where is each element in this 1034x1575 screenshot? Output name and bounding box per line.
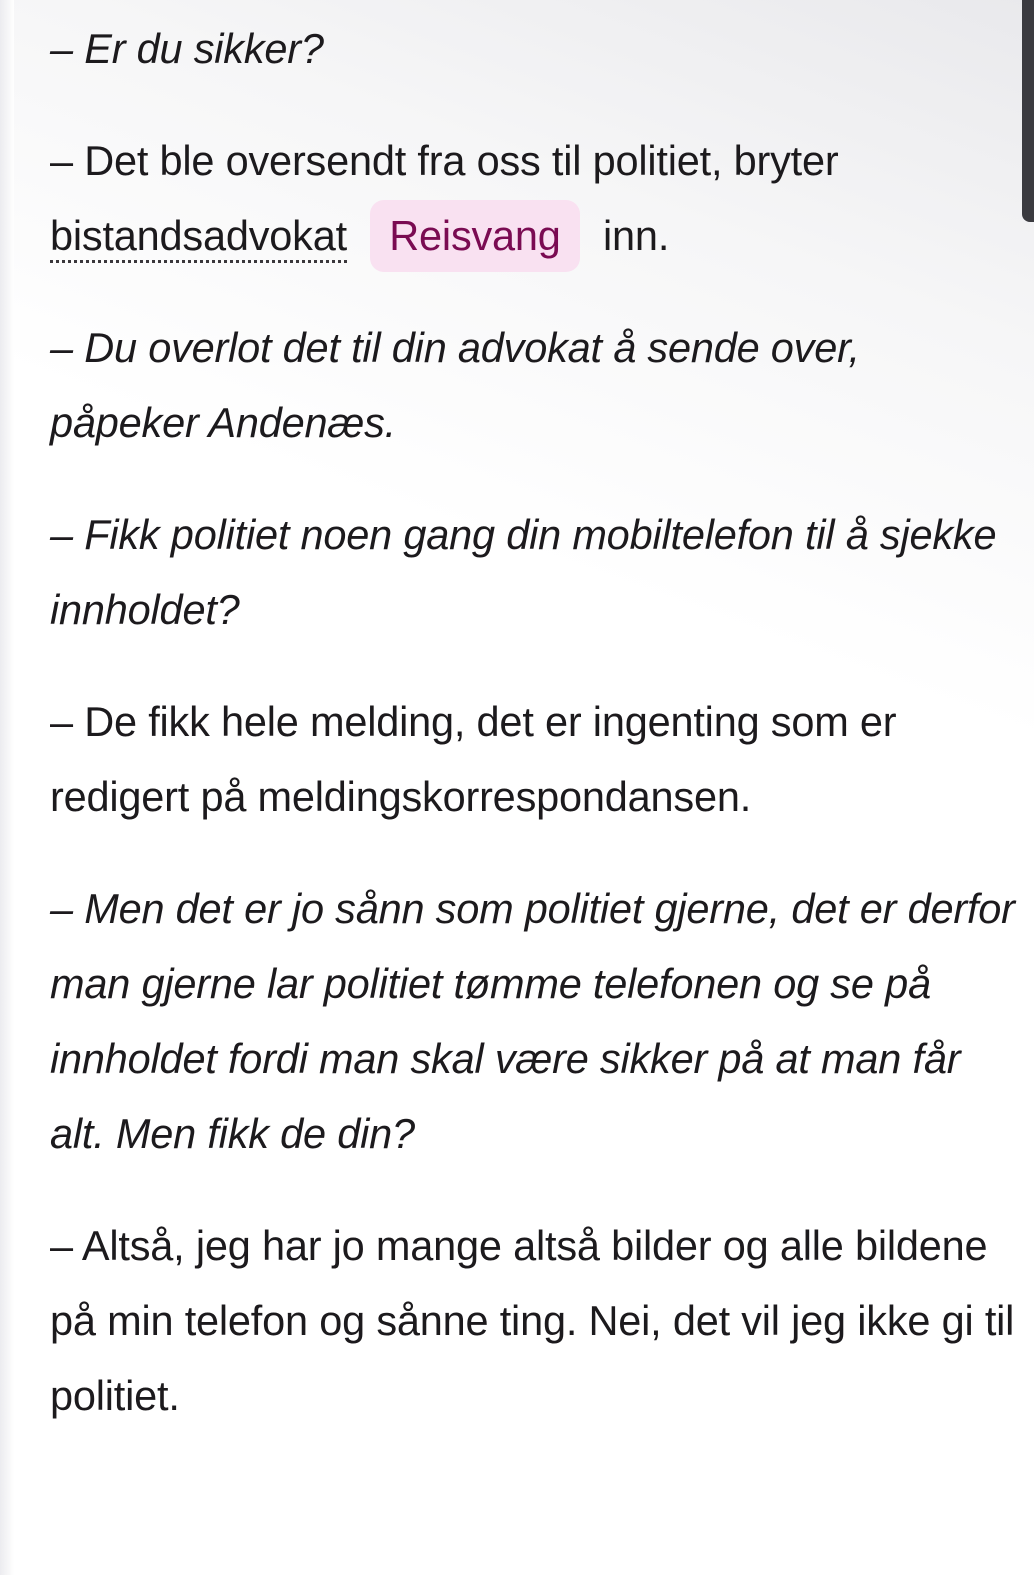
article-body <box>50 11 1016 1470</box>
left-edge-shadow <box>0 0 14 1575</box>
interview-answer: – Altså, jeg har jo mange altså bilder og alle bildene på min telefon og sånne ting. Nei, det vil jeg ikke gi til politiet. <box>50 1222 1015 1419</box>
scrollbar-thumb[interactable] <box>1022 0 1034 222</box>
term-explainer-link[interactable]: bistandsadvokat <box>50 212 347 263</box>
interview-question: – Men det er jo sånn som politiet gjerne, det er derfor man gjerne lar politiet tømme telefonen og se på innholdet fordi man skal være sikker på at man får alt. Men fikk de din? <box>50 885 1015 1157</box>
answer-text: – Det ble oversendt fra oss til politiet, bryter <box>50 137 839 184</box>
answer-text: inn. <box>591 212 670 259</box>
interview-question: – Du overlot det til din advokat å sende over, påpeker Andenæs. <box>50 324 860 446</box>
interview-answer: – De fikk hele melding, det er ingenting som er redigert på meldingskorrespondansen. <box>50 698 897 820</box>
interview-question: – Er du sikker? <box>50 25 324 72</box>
interview-answer <box>50 123 1016 273</box>
person-tag-chip[interactable]: Reisvang <box>370 200 579 272</box>
interview-question: – Fikk politiet noen gang din mobiltelefon til å sjekke innholdet? <box>50 511 997 633</box>
